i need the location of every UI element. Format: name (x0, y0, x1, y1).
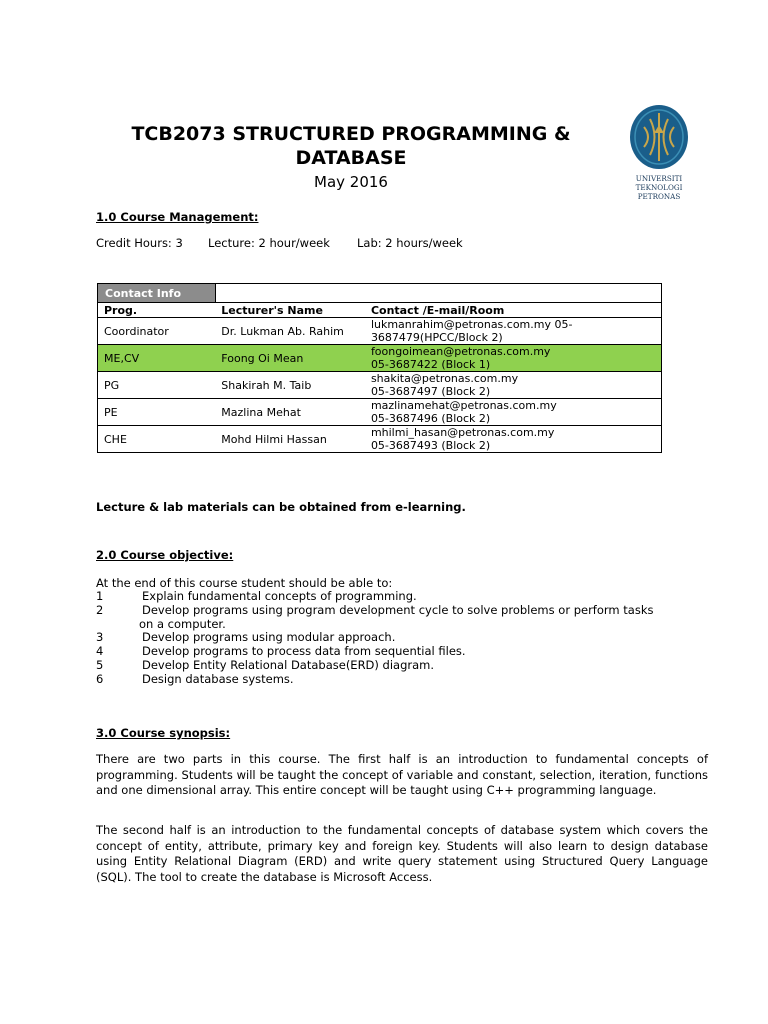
objective-line: Develop Entity Relational Database(ERD) diagram. (142, 657, 435, 672)
section-1-heading: 1.0 Course Management: (96, 210, 259, 224)
table-header-row (98, 284, 662, 303)
name-cell: Shakirah M. Taib (215, 372, 365, 399)
list-item (96, 631, 702, 645)
name-cell: Dr. Lukman Ab. Rahim (215, 318, 365, 345)
column-header-prog: Prog. (98, 303, 216, 318)
materials-note: Lecture & lab materials can be obtained from e-learning. (96, 500, 466, 514)
contact-cell (365, 372, 662, 399)
objective-text (139, 602, 702, 632)
section-2-heading: 2.0 Course objective: (96, 548, 234, 562)
objective-list (96, 590, 702, 687)
document-date: May 2016 (314, 173, 388, 191)
contact-info-header: Contact Info (98, 284, 216, 303)
objective-line: Develop programs using program development cycle to solve problems or perform tasks (142, 602, 654, 617)
contact-phone: 05-3687496 (Block 2) (370, 412, 491, 425)
prog-cell: Coordinator (98, 318, 216, 345)
contact-phone: 05-3687422 (Block 1) (370, 358, 491, 371)
contact-cell (365, 345, 662, 372)
objective-line: Explain fundamental concepts of programming. (142, 589, 417, 603)
objective-text (142, 659, 702, 673)
contact-phone: 3687479(HPCC/Block 2) (370, 331, 503, 344)
contact-phone: 05-3687493 (Block 2) (370, 439, 491, 452)
synopsis-paragraph-2: The second half is an introduction to the fundamental concepts of database system which covers the concept of entity, attribute, primary key and foreign key. Students will also learn to design database using Entity Relational Diagram (ERD) and write query statement using Structured Query Language (SQL). The tool to create the database is Microsoft Access. (96, 823, 708, 884)
list-item (96, 659, 702, 673)
list-item (96, 645, 702, 659)
objective-line: Develop programs using modular approach. (142, 630, 396, 645)
table-row (98, 426, 662, 453)
objective-intro: At the end of this course student should be able to: (96, 576, 393, 590)
column-header-name: Lecturer's Name (215, 303, 365, 318)
objective-line: Develop programs to process data from sequential files. (142, 644, 466, 659)
contact-email[interactable]: shakita@petronas.com.my (370, 372, 519, 385)
credit-hours: Credit Hours: 3 (96, 236, 183, 250)
logo-text-line-3: PETRONAS (637, 192, 681, 201)
table-row-highlighted (98, 345, 662, 372)
objective-number: 2 (96, 602, 104, 617)
contact-cell (365, 426, 662, 453)
contact-cell (365, 318, 662, 345)
contact-email[interactable]: foongoimean@petronas.com.my (370, 345, 551, 358)
table-row (98, 399, 662, 426)
objective-number: 3 (96, 630, 104, 645)
lecture-hours: Lecture: 2 hour/week (208, 236, 330, 250)
list-item (96, 604, 702, 632)
contact-info-table (97, 283, 662, 453)
logo-text-line-1: UNIVERSITI (635, 174, 683, 183)
name-cell: Mazlina Mehat (215, 399, 365, 426)
table-row (98, 318, 662, 345)
column-headers-row (98, 303, 662, 318)
objective-line: Design database systems. (142, 671, 294, 686)
contact-phone: 05-3687497 (Block 2) (370, 385, 491, 398)
prog-cell: CHE (98, 426, 216, 453)
lab-hours: Lab: 2 hours/week (357, 236, 463, 250)
objective-number: 4 (96, 644, 104, 659)
prog-cell: PE (98, 399, 216, 426)
list-item (96, 590, 702, 604)
objective-text (142, 590, 702, 604)
logo-text-line-2: TEKNOLOGI (635, 183, 683, 192)
synopsis-paragraph-1: There are two parts in this course. The first half is an introduction to fundamental concepts of programming. Students will be taught the concept of variable and constant, selection, iteration, functions and one dimensional array. This entire concept will be taught using C++ programming language. (96, 752, 708, 798)
title-line-1: TCB2073 STRUCTURED PROGRAMMING & (131, 123, 571, 145)
list-item (96, 673, 702, 687)
contact-email[interactable]: mhilmi_hasan@petronas.com.my (370, 426, 555, 439)
objective-text (142, 645, 702, 659)
contact-cell (365, 399, 662, 426)
contact-email[interactable]: mazlinamehat@petronas.com.my (370, 399, 557, 412)
table-row (98, 372, 662, 399)
name-cell: Foong Oi Mean (215, 345, 365, 372)
prog-cell: ME,CV (98, 345, 216, 372)
course-hours (96, 236, 463, 250)
objective-number: 5 (96, 657, 104, 672)
utp-logo (626, 103, 692, 207)
contact-email[interactable]: lukmanrahim@petronas.com.my 05- (370, 318, 573, 331)
section-3-heading: 3.0 Course synopsis: (96, 726, 231, 740)
prog-cell: PG (98, 372, 216, 399)
column-header-contact: Contact /E-mail/Room (365, 303, 662, 318)
title-line-2: DATABASE (295, 147, 407, 169)
objective-number: 1 (96, 589, 104, 603)
name-cell: Mohd Hilmi Hassan (215, 426, 365, 453)
objective-text (142, 631, 702, 645)
objective-number: 6 (96, 671, 104, 686)
document-title (96, 122, 606, 170)
objective-line-continued: on a computer. (139, 616, 226, 631)
objective-text (142, 673, 702, 687)
